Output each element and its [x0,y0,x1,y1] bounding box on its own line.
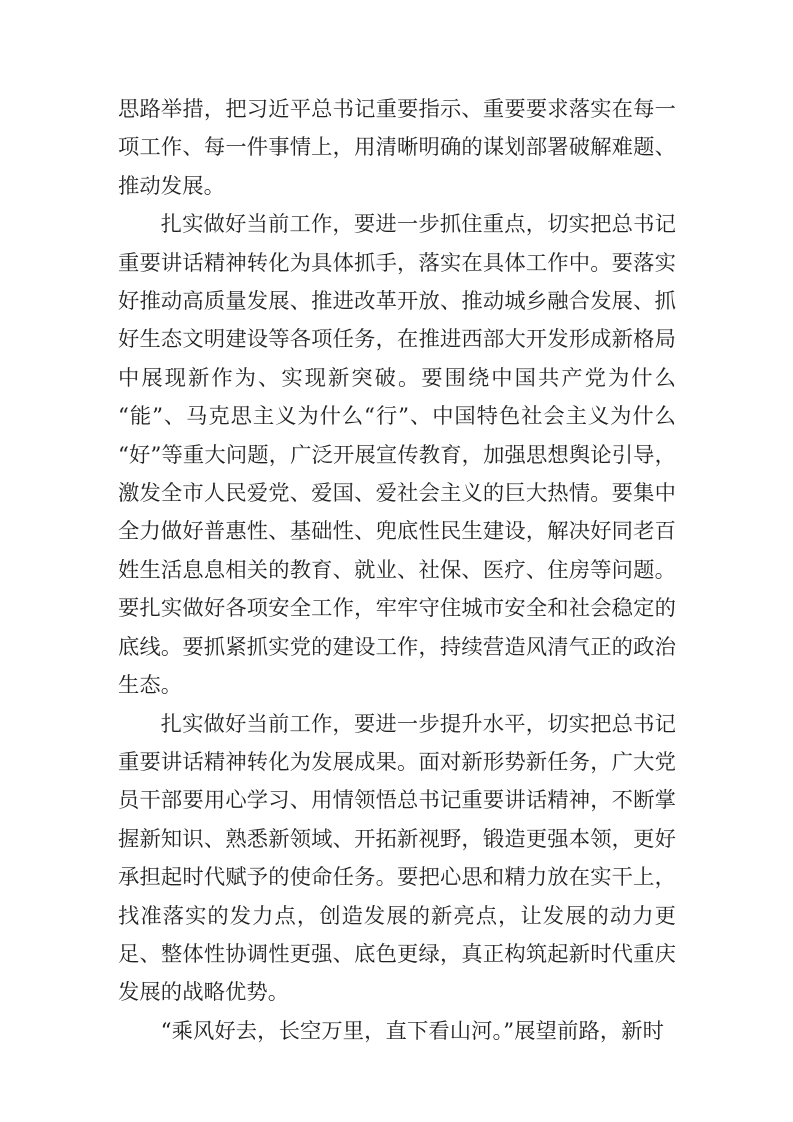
paragraph: 扎实做好当前工作，要进一步抓住重点，切实把总书记重要讲话精神转化为具体抓手，落实在具体工作中。要落实好推动高质量发展、推进改革开放、推动城乡融合发展、抓好生态文明建设等各项任务，在推进西部大开发形成新格局中展现新作为、实现新突破。要围绕中国共产党为什么“能”、马克思主义为什么“行”、中国特色社会主义为什么“好”等重大问题，广泛开展宣传教育，加强思想舆论引导，激发全市人民爱党、爱国、爱社会主义的巨大热情。要集中全力做好普惠性、基础性、兜底性民生建设，解决好同老百姓生活息息相关的教育、就业、社保、医疗、住房等问题。要扎实做好各项安全工作，牢牢守住城市安全和社会稳定的底线。要抓紧抓实党的建设工作，持续营造风清气正的政治生态。 [118,212,676,699]
paragraph: 扎实做好当前工作，要进一步提升水平，切实把总书记重要讲话精神转化为发展成果。面对新形势新任务，广大党员干部要用心学习、用情领悟总书记重要讲话精神，不断掌握新知识、熟悉新领域、开拓新视野，锻造更强本领，更好承担起时代赋予的使命任务。要把心思和精力放在实干上，找准落实的发力点，创造发展的新亮点，让发展的动力更足、整体性协调性更强、底色更绿，真正构筑起新时代重庆发展的战略优势。 [118,711,676,1006]
paragraph: “乘风好去，长空万里，直下看山河。”展望前路，新时 [160,1018,665,1044]
document-body [118,91,676,1051]
paragraph: 思路举措，把习近平总书记重要指示、重要要求落实在每一项工作、每一件事情上，用清晰明确的谋划部署破解难题、推动发展。 [118,97,676,199]
